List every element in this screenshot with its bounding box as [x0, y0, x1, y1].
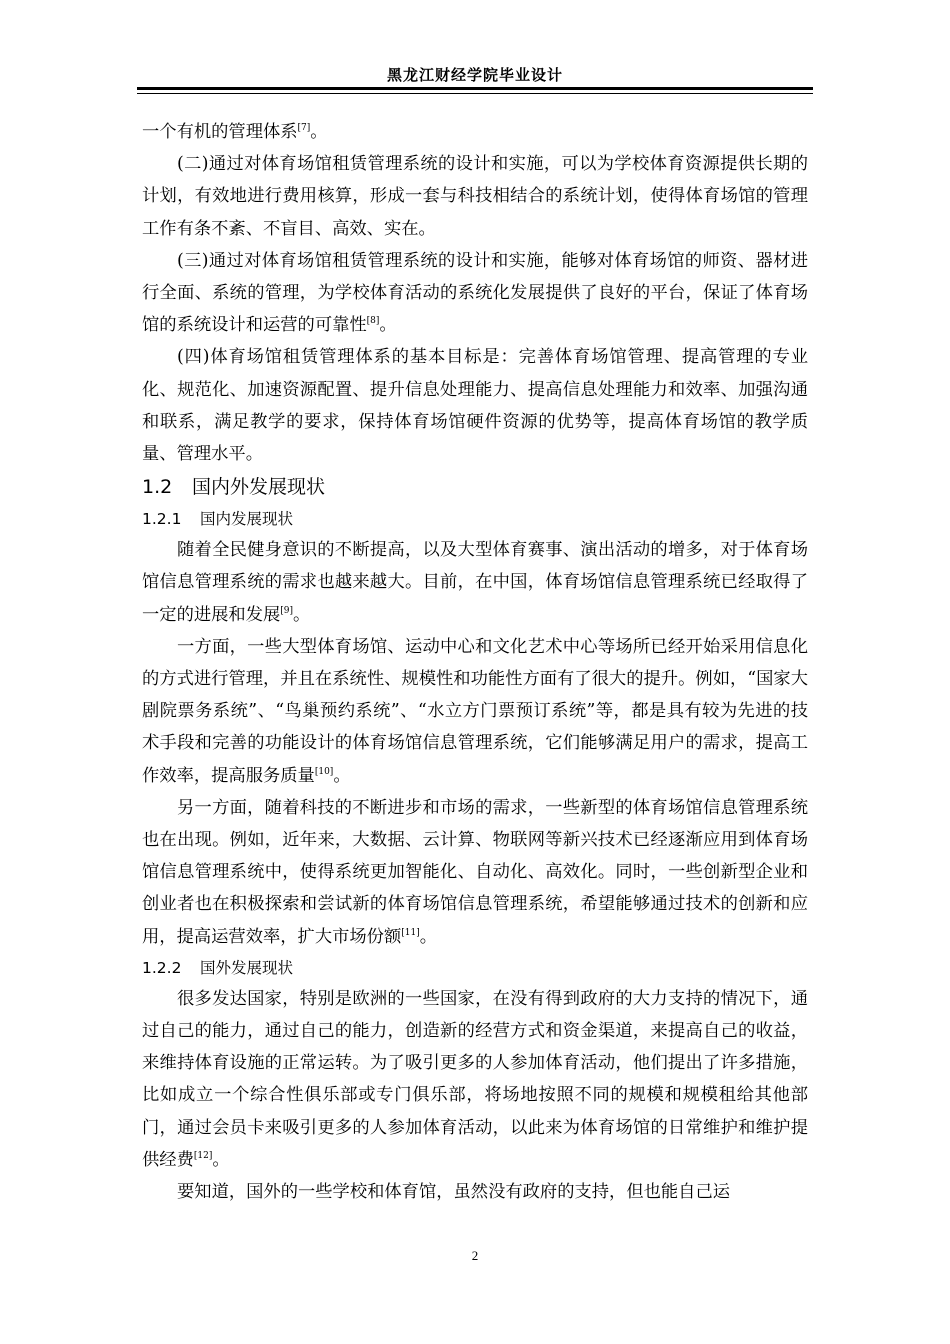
header-rule-thin — [137, 93, 813, 94]
section-heading-1-2-1: 1.2.1 国内发展现状 — [142, 510, 294, 529]
paragraph-2: (二)通过对体育场馆租赁管理系统的设计和实施，可以为学校体育资源提供长期的计划，有效地进行费用核算，形成一套与科技相结合的系统计划，使得体育场馆的管理工作有条不紊、不盲目、高效、实在。 — [142, 154, 808, 239]
citation: [8] — [366, 316, 380, 327]
citation: [11] — [401, 927, 420, 938]
paragraph-3: (三)通过对体育场馆租赁管理系统的设计和实施，能够对体育场馆的师资、器材进行全面、系统的管理，为学校体育活动的系统化发展提供了良好的平台，保证了体育场馆的系统设计和运营的可靠性[8]。 — [142, 250, 808, 336]
paragraph-8: 很多发达国家，特别是欧洲的一些国家，在没有得到政府的大力支持的情况下，通过自己的能力，通过自己的能力，创造新的经营方式和资金渠道，来提高自己的收益，来维持体育设施的正常运转。为了吸引更多的人参加体育活动，他们提出了许多措施，比如成立一个综合性俱乐部或专门俱乐部，将场地按照不同的规模和规模租给其他部门，通过会员卡来吸引更多的人参加体育活动，以此来为体育场馆的日常维护和维护提供经费[12]。 — [142, 988, 808, 1170]
paragraph-5: 随着全民健身意识的不断提高，以及大型体育赛事、演出活动的增多，对于体育场馆信息管理系统的需求也越来越大。目前，在中国，体育场馆信息管理系统已经取得了一定的进展和发展[9]。 — [142, 540, 808, 625]
section-heading-1-2-2: 1.2.2 国外发展现状 — [142, 958, 294, 977]
header-rule-thick — [137, 87, 813, 90]
document-header-title: 黑龙江财经学院毕业设计 — [386, 66, 563, 84]
citation: [10] — [314, 766, 334, 777]
section-heading-1-2: 1.2 国内外发展现状 — [142, 476, 326, 499]
document-body — [142, 116, 808, 1208]
paragraph-6: 一方面，一些大型体育场馆、运动中心和文化艺术中心等场所已经开始采用信息化的方式进行管理，并且在系统性、规模性和功能性方面有了很大的提升。例如，“国家大剧院票务系统”、“鸟巢预约系统”、“水立方门票预订系统”等，都是具有较为先进的技术手段和完善的功能设计的体育场馆信息管理系统，它们能够满足用户的需求，提高工作效率，提高服务质量[10]。 — [142, 636, 808, 786]
paragraph-9: 要知道，国外的一些学校和体育馆，虽然没有政府的支持，但也能自己运 — [177, 1182, 731, 1203]
citation: [7] — [297, 123, 311, 133]
citation: [9] — [280, 605, 294, 616]
page-number: 2 — [471, 1248, 479, 1263]
paragraph-1: 一个有机的管理体系[7]。 — [142, 122, 328, 142]
paragraph-4: (四)体育场馆租赁管理体系的基本目标是：完善体育场馆管理、提高管理的专业化、规范化、加速资源配置、提升信息处理能力、提高信息处理能力和效率、加强沟通和联系，满足教学的要求，保持体育场馆硬件资源的优势等，提高体育场馆的教学质量、管理水平。 — [142, 347, 808, 465]
citation: [12] — [193, 1150, 213, 1161]
paragraph-7: 另一方面，随着科技的不断进步和市场的需求，一些新型的体育场馆信息管理系统也在出现。例如，近年来，大数据、云计算、物联网等新兴技术已经逐渐应用到体育场馆信息管理系统中，使得系统更加智能化、自动化、高效化。同时，一些创新型企业和创业者也在积极探索和尝试新的体育场馆信息管理系统，希望能够通过技术的创新和应用，提高运营效率，扩大市场份额[11]。 — [142, 797, 808, 947]
